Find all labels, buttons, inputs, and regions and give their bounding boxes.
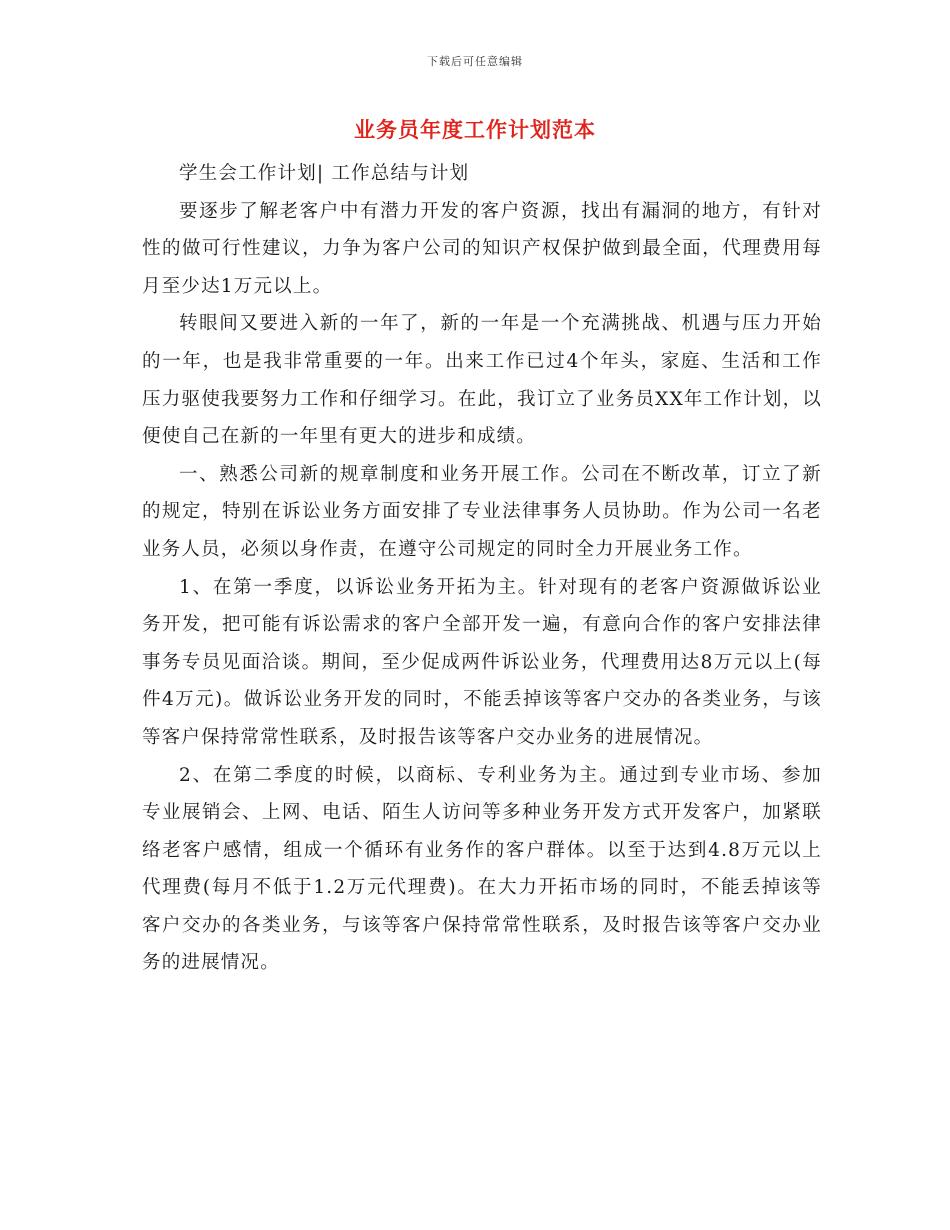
body-paragraph: 转眼间又要进入新的一年了，新的一年是一个充满挑战、机遇与压力开始的一年，也是我非常重要的一年。出来工作已过4个年头，家庭、生活和工作压力驱使我要努力工作和仔细学习。在此，我订立了业务员XX年工作计划，以便使自己在新的一年里有更大的进步和成绩。 bbox=[142, 313, 822, 448]
body-paragraph: 1、在第一季度，以诉讼业务开拓为主。针对现有的老客户资源做诉讼业务开发，把可能有诉讼需求的客户全部开发一遍，有意向合作的客户安排法律事务专员见面洽谈。期间，至少促成两件诉讼业务，代理费用达8万元以上(每件4万元)。做诉讼业务开发的同时，不能丢掉该等客户交办的各类业务，与该等客户保持常常性联系，及时报告该等客户交办业务的进展情况。 bbox=[142, 576, 822, 748]
document-body bbox=[142, 155, 822, 982]
page-header-note: 下载后可任意编辑 bbox=[427, 55, 523, 68]
body-paragraph: 要逐步了解老客户中有潜力开发的客户资源，找出有漏洞的地方，有针对性的做可行性建议，力争为客户公司的知识产权保护做到最全面，代理费用每月至少达1万元以上。 bbox=[142, 200, 822, 297]
body-paragraph: 2、在第二季度的时候，以商标、专利业务为主。通过到专业市场、参加专业展销会、上网、电话、陌生人访问等多种业务开发方式开发客户，加紧联络老客户感情，组成一个循环有业务作的客户群体。以至于达到4.8万元以上代理费(每月不低于1.2万元代理费)。在大力开拓市场的同时，不能丢掉该等客户交办的各类业务，与该等客户保持常常性联系，及时报告该等客户交办业务的进展情况。 bbox=[142, 764, 822, 974]
document-title: 业务员年度工作计划范本 bbox=[354, 117, 596, 142]
body-paragraph: 一、熟悉公司新的规章制度和业务开展工作。公司在不断改革，订立了新的规定，特别在诉讼业务方面安排了专业法律事务人员协助。作为公司一名老业务人员，必须以身作责，在遵守公司规定的同时全力开展业务工作。 bbox=[142, 463, 822, 560]
subtitle-paragraph: 学生会工作计划| 工作总结与计划 bbox=[179, 163, 470, 184]
